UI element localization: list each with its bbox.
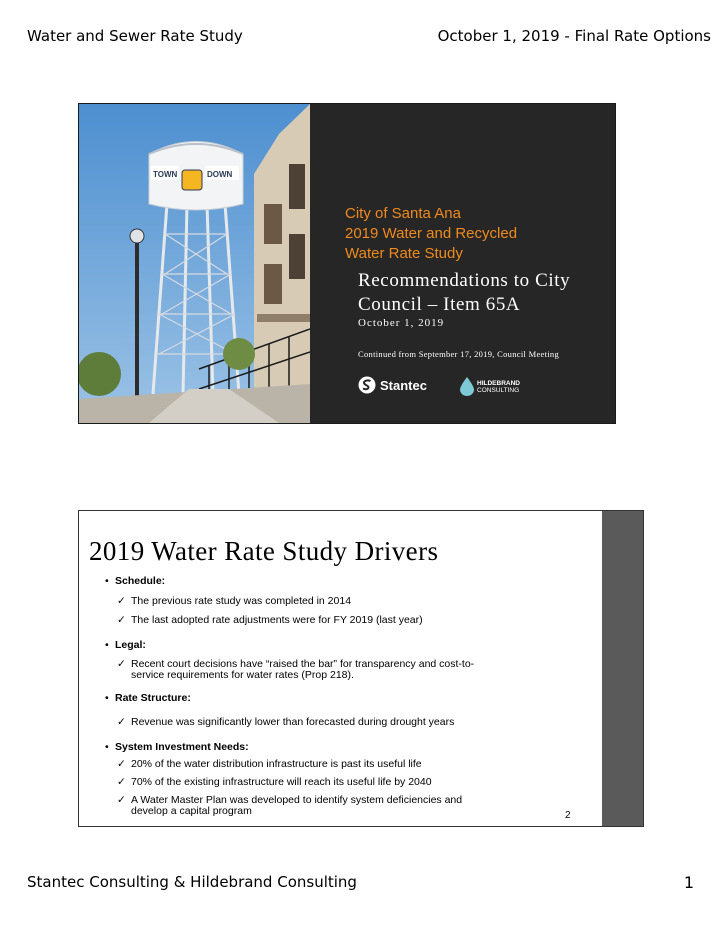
title-panel [310, 104, 615, 423]
tower-sign-right: DOWN [207, 170, 233, 179]
bullet-icon: • [105, 575, 109, 587]
bullet-icon: • [105, 692, 109, 704]
water-drop-icon [460, 377, 474, 396]
continued-note: Continued from September 17, 2019, Council Meeting [358, 349, 560, 359]
checkmark-icon: ✓ [117, 614, 126, 626]
page-footer-left: Stantec Consulting & Hildebrand Consulting [27, 873, 357, 891]
title-slide [78, 103, 616, 424]
slide-title: 2019 Water Rate Study Drivers [89, 536, 439, 566]
stantec-s-icon [358, 376, 376, 394]
page-number: 1 [683, 873, 694, 892]
slide-date: October 1, 2019 [358, 317, 445, 329]
slide-page-number: 2 [565, 810, 571, 821]
list-item: ✓ A Water Master Plan was developed to identify system deficiencies and develop a capital program [117, 794, 463, 817]
slide-sidebar [602, 511, 643, 826]
section-heading: • Rate Structure: [105, 692, 191, 704]
tower-sign-left: TOWN [153, 170, 178, 179]
list-item: ✓ Revenue was significantly lower than forecasted during drought years [117, 716, 455, 728]
list-item: ✓ 70% of the existing infrastructure will reach its useful life by 2040 [117, 776, 432, 788]
bullet-icon: • [105, 741, 109, 753]
water-tower-illustration [79, 104, 310, 423]
checkmark-icon: ✓ [117, 794, 126, 806]
page-header-right: October 1, 2019 - Final Rate Options [437, 27, 711, 45]
bullet-icon: • [105, 639, 109, 651]
slide-title: Recommendations to City Council – Item 65A [358, 270, 571, 315]
list-item: ✓ The previous rate study was completed in 2014 [117, 595, 352, 607]
checkmark-icon: ✓ [117, 595, 126, 607]
drivers-slide [78, 510, 644, 827]
checkmark-icon: ✓ [117, 758, 126, 770]
stantec-logo: Stantec [358, 376, 427, 394]
section-heading: • Schedule: [105, 575, 166, 587]
checkmark-icon: ✓ [117, 716, 126, 728]
list-item: ✓ Recent court decisions have “raised the bar” for transparency and cost-to-service requirements for water rates (Prop 218). [117, 658, 475, 681]
checkmark-icon: ✓ [117, 776, 126, 788]
hildebrand-logo: HILDEBRAND CONSULTING [460, 377, 520, 396]
list-item: ✓ 20% of the water distribution infrastructure is past its useful life [117, 758, 422, 770]
page-header-left: Water and Sewer Rate Study [27, 27, 243, 45]
checkmark-icon: ✓ [117, 658, 126, 670]
section-heading: • System Investment Needs: [105, 741, 249, 753]
list-item: ✓ The last adopted rate adjustments were for FY 2019 (last year) [117, 614, 423, 626]
project-name: City of Santa Ana 2019 Water and Recycled Water Rate Study [345, 205, 518, 262]
section-heading: • Legal: [105, 639, 146, 651]
water-tower-photo [79, 104, 310, 423]
